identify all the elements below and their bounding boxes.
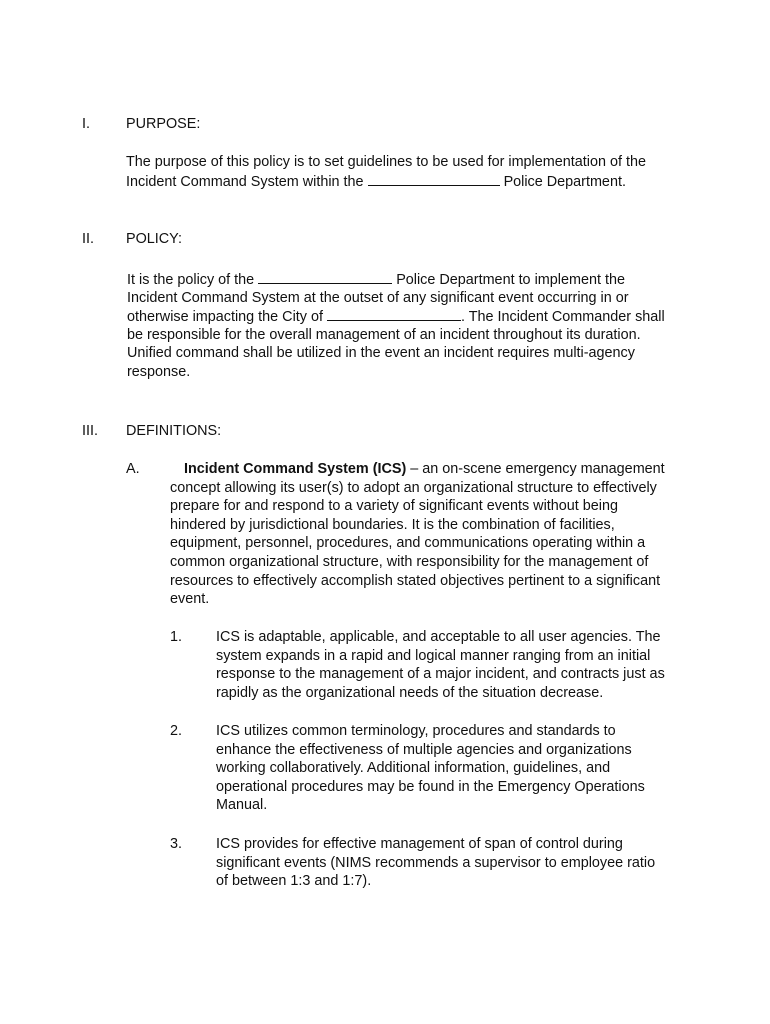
- subitem-line: significant events (NIMS recommends a supervisor to employee ratio: [216, 854, 656, 871]
- definition-letter-a: A.: [126, 461, 140, 477]
- definition-a-line: common organizational structure, with responsibility for the management of: [170, 553, 649, 570]
- subitem-line: ICS provides for effective management of span of control during: [216, 836, 623, 852]
- subitem-body: [216, 628, 665, 702]
- subitem-line: ICS is adaptable, applicable, and acceptable to all user agencies. The: [216, 629, 661, 645]
- section-heading-policy: POLICY:: [126, 231, 182, 247]
- policy-line: be responsible for the overall management of an incident throughout its duration.: [127, 326, 641, 343]
- policy-paragraph: [127, 270, 665, 382]
- definition-term: Incident Command System (ICS): [184, 461, 407, 477]
- definition-a-line: prepare for and respond to a variety of significant events without being: [170, 498, 618, 515]
- policy-line: Incident Command System at the outset of any significant event occurring in or: [127, 289, 629, 306]
- purpose-paragraph: [126, 153, 646, 190]
- subitem-line: operational procedures may be found in the Emergency Operations: [216, 778, 645, 795]
- policy-line: It is the policy of the Police Department to implement the: [127, 272, 625, 288]
- policy-line: otherwise impacting the City of . The Incident Commander shall: [127, 309, 665, 326]
- purpose-line: The purpose of this policy is to set guidelines to be used for implementation of the: [126, 154, 646, 170]
- blank-field: [327, 307, 461, 321]
- subitem-line: enhance the effectiveness of multiple agencies and organizations: [216, 741, 632, 758]
- section-numeral-definitions: III.: [82, 423, 98, 439]
- blank-field: [368, 172, 500, 186]
- subitem-body: [216, 835, 655, 891]
- definition-a-body: [170, 479, 660, 609]
- subitem-line: system expands in a rapid and logical manner ranging from an initial: [216, 647, 651, 664]
- definition-a-line: hindered by jurisdictional boundaries. It is the combination of facilities,: [170, 516, 615, 533]
- definition-a-line: equipment, personnel, procedures, and communications operating within a: [170, 535, 646, 552]
- subitem-number: 2.: [170, 723, 183, 739]
- section-heading-purpose: PURPOSE:: [126, 116, 201, 132]
- subitem-line: ICS utilizes common terminology, procedures and standards to: [216, 723, 616, 739]
- subitem-line: response to the management of a major incident, and contracts just as: [216, 666, 665, 683]
- subitem-line: rapidly as the organizational needs of the situation decrease.: [216, 684, 604, 701]
- subitem-line: working collaboratively. Additional information, guidelines, and: [216, 760, 611, 777]
- section-heading-definitions: DEFINITIONS:: [126, 423, 222, 439]
- policy-line: response.: [127, 363, 191, 380]
- definition-a-first-line: Incident Command System (ICS) – an on-scene emergency management: [184, 461, 665, 477]
- definition-a-line: event.: [170, 591, 210, 608]
- subitem-body: [216, 722, 645, 815]
- subitem-number: 3.: [170, 836, 183, 852]
- section-numeral-policy: II.: [82, 231, 94, 247]
- subitem-line: of between 1:3 and 1:7).: [216, 873, 372, 890]
- definition-a-line: resources to effectively accomplish stated objectives pertinent to a significant: [170, 572, 661, 589]
- blank-field: [258, 270, 392, 284]
- purpose-line: Incident Command System within the Police Department.: [126, 173, 626, 190]
- subitem-line: Manual.: [216, 797, 268, 814]
- policy-line: Unified command shall be utilized in the event an incident requires multi-agency: [127, 345, 635, 362]
- definition-a-line: concept allowing its user(s) to adopt an organizational structure to effectively: [170, 479, 657, 496]
- subitem-number: 1.: [170, 629, 183, 645]
- section-numeral-purpose: I.: [82, 116, 90, 132]
